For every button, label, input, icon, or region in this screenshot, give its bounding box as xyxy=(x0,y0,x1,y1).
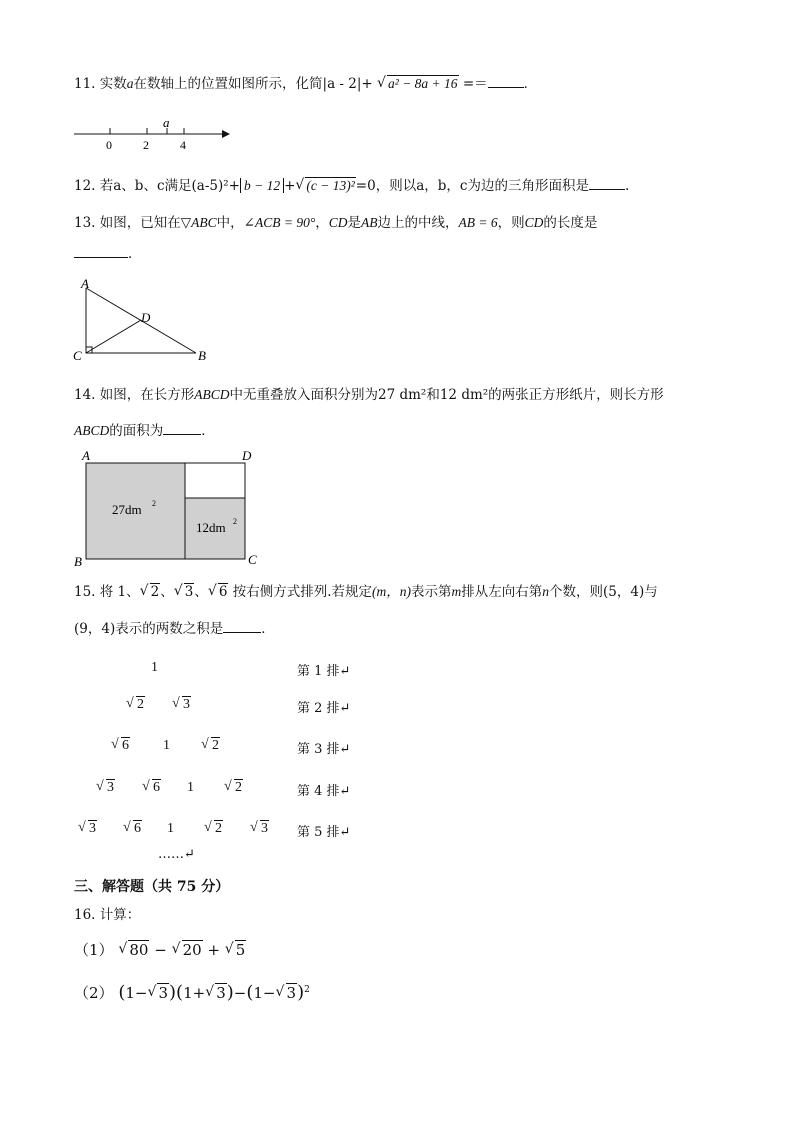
small-square-label: 12dm xyxy=(196,520,226,535)
row5-item: √ 3 xyxy=(78,821,97,837)
tick-label-2: 2 xyxy=(143,138,149,152)
q13-triangle-figure xyxy=(70,276,220,366)
q16-part2: （2） (1−√ 3)(1+√ 3)−(1−√ 3)$^2$ xyxy=(74,980,310,1003)
row3-item: √ 6 xyxy=(111,738,130,754)
q11-number-line xyxy=(72,114,232,156)
row4-item: √ 2 xyxy=(224,780,243,796)
row3-item: √ 2 xyxy=(201,738,220,754)
q11-text: 11. 实数a在数轴上的位置如图所示，化简|a - 2|+ √ a² − 8a + 16 =＝ ． xyxy=(74,74,537,94)
row2-item: √ 3 xyxy=(172,697,191,713)
row5-item: √ 2 xyxy=(204,821,223,837)
small-square-sup: 2 xyxy=(233,517,237,526)
label-A: A xyxy=(82,448,90,463)
q14-blank xyxy=(163,422,201,435)
q11-blank xyxy=(488,75,524,88)
row5-item: 1 xyxy=(167,821,174,836)
label-C: C xyxy=(248,552,257,567)
q15-line2: (9，4)表示的两数之积是 ． xyxy=(74,621,275,637)
q11-sqrt: √ a² − 8a + 16 xyxy=(377,74,459,94)
q13-text: 13. 如图，已知在▽ABC中，∠ACB = 90°，CD是AB边上的中线，AB = 6，则CD的长度是 xyxy=(74,215,598,231)
row-label-4: 第 4 排↵ xyxy=(297,784,351,799)
section-title: 三、解答题（共 75 分） xyxy=(74,879,230,895)
tick-label-4: 4 xyxy=(180,138,186,152)
q12-blank xyxy=(589,177,625,190)
label-B: B xyxy=(198,348,206,363)
row5-item: √ 3 xyxy=(250,821,269,837)
row-label-2: 第 2 排↵ xyxy=(297,701,351,716)
q14-rectangle-figure xyxy=(70,444,270,574)
q13-blank-line: ． xyxy=(74,244,142,264)
row2-item: √ 2 xyxy=(126,697,145,713)
q15-text: 15. 将 1、√ 2、√ 3、√ 6 按右侧方式排列.若规定(m，n)表示第m排从左向右第n个数，则(5，4)与 xyxy=(74,582,658,602)
label-B: B xyxy=(74,554,82,569)
q14-line2: ABCD的面积为 ． xyxy=(74,423,215,439)
row4-item: 1 xyxy=(187,780,194,795)
numberline-a-label: a xyxy=(163,115,170,130)
label-A: A xyxy=(81,276,89,291)
label-D: D xyxy=(141,310,151,325)
row-label-3: 第 3 排↵ xyxy=(297,742,351,757)
q15-blank xyxy=(223,620,261,633)
row3-item: 1 xyxy=(163,738,170,753)
row-label-5: 第 5 排↵ xyxy=(297,825,351,840)
big-square-label: 27dm xyxy=(112,502,142,517)
row-label-1: 第 1 排↵ xyxy=(297,664,351,679)
label-C: C xyxy=(73,348,82,363)
q14-text: 14. 如图，在长方形ABCD中无重叠放入面积分别为27 dm²和12 dm²的两张正方形纸片，则长方形 xyxy=(74,387,664,403)
tick-label-0: 0 xyxy=(106,138,112,152)
label-D: D xyxy=(242,448,252,463)
row4-item: √ 3 xyxy=(96,780,115,796)
big-square-sup: 2 xyxy=(152,499,156,508)
row5-item: √ 6 xyxy=(123,821,142,837)
q12-text: 12. 若a、b、c满足(a-5)²+ b − 12 +√ (c − 13)²=0，则以a，b，c为边的三角形面积是 . xyxy=(74,176,629,196)
ellipsis: ……↵ xyxy=(158,847,195,862)
q16-part1: （1） √ 80 − √ 20 + √ 5 xyxy=(74,940,246,960)
q13-blank xyxy=(74,245,128,258)
row1-item: 1 xyxy=(151,660,158,675)
q16-title: 16. 计算： xyxy=(74,907,141,923)
row4-item: √ 6 xyxy=(142,780,161,796)
